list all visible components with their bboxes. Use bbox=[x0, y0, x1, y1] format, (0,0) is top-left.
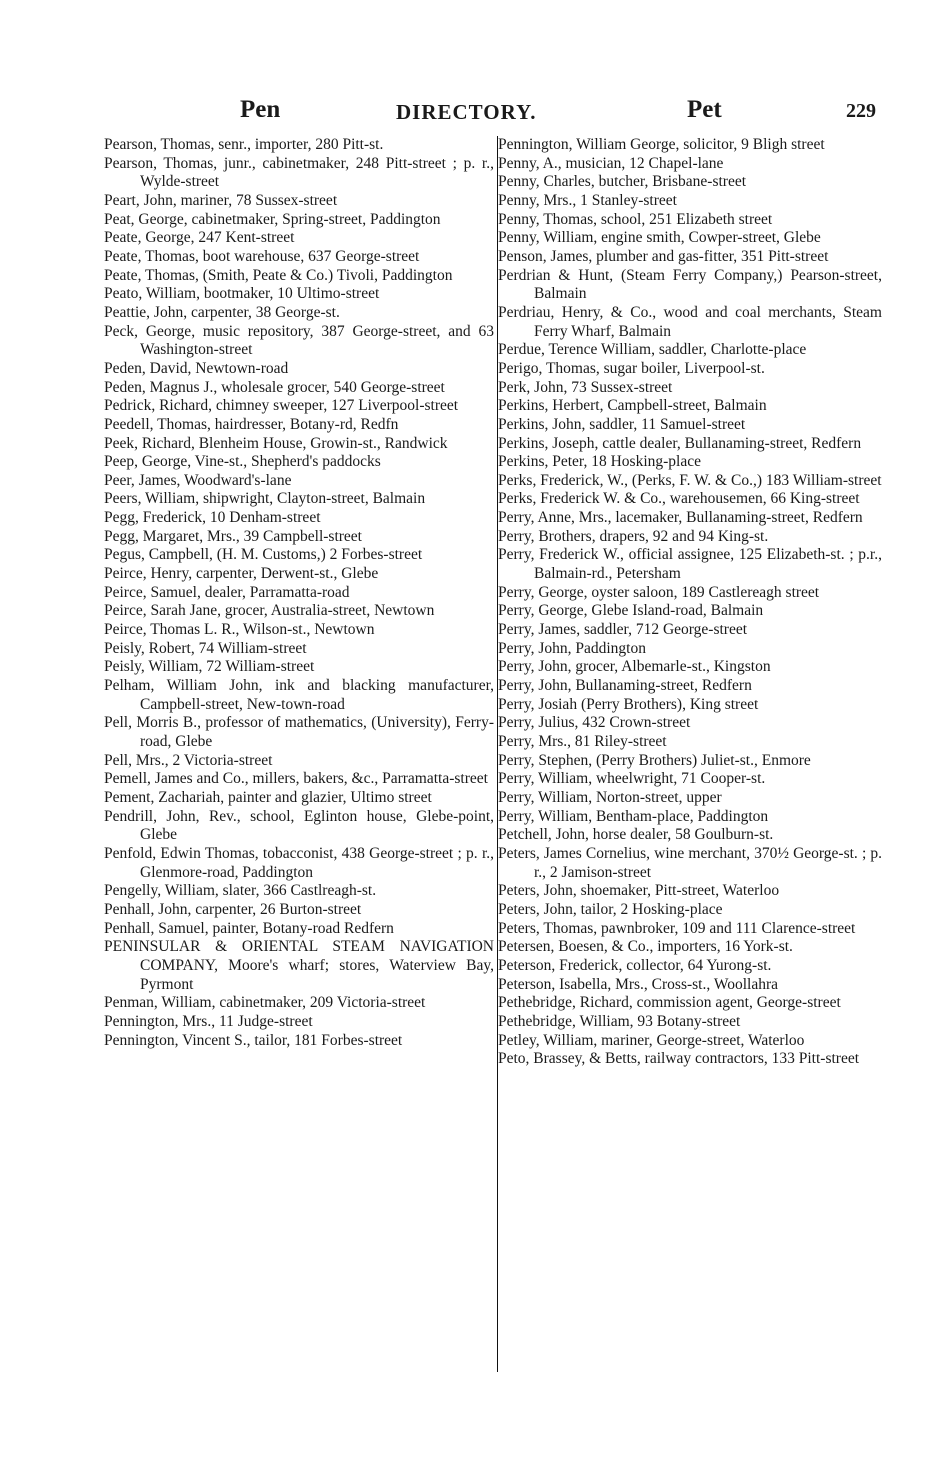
directory-entry: Perry, John, Bullanaming-street, Redfern bbox=[498, 677, 752, 695]
directory-entry: Peirce, Thomas L. R., Wilson-st., Newtown bbox=[104, 621, 375, 639]
directory-entry: Perigo, Thomas, sugar boiler, Liverpool-st. bbox=[498, 359, 765, 377]
directory-entry: Perks, Frederick, W., (Perks, F. W. & Co.,) 183 William-street bbox=[498, 471, 882, 489]
directory-entry: Pendrill, John, Rev., school, Eglinton house, Glebe-point, Glebe bbox=[104, 807, 494, 844]
directory-entry: Pelham, William John, ink and blacking manufacturer, Campbell-street, New-town-road bbox=[104, 677, 494, 713]
directory-entry: Petchell, John, horse dealer, 58 Goulburn-st. bbox=[498, 826, 774, 844]
directory-entry: Peate, Thomas, boot warehouse, 637 George-street bbox=[104, 247, 420, 265]
directory-entry: Penson, James, plumber and gas-fitter, 351 Pitt-street bbox=[498, 247, 829, 265]
page-number: 229 bbox=[846, 100, 876, 122]
directory-entry: Peck, George, music repository, 387 George-street, and 63 Washington-street bbox=[104, 322, 494, 359]
running-header bbox=[100, 96, 892, 130]
directory-entry: Pethebridge, Richard, commission agent, George-street bbox=[498, 994, 841, 1012]
directory-entry: Peden, Magnus J., wholesale grocer, 540 George-street bbox=[104, 378, 445, 396]
directory-entry: Perk, John, 73 Sussex-street bbox=[498, 378, 673, 396]
directory-entry: Pegus, Campbell, (H. M. Customs,) 2 Forbes-street bbox=[104, 546, 423, 564]
directory-entry: Peters, John, tailor, 2 Hosking-place bbox=[498, 900, 723, 918]
directory-entry: Perry, William, Norton-street, upper bbox=[498, 788, 722, 806]
directory-entry: Perkins, Peter, 18 Hosking-place bbox=[498, 453, 701, 471]
header-right-guide-word: Pet bbox=[687, 96, 722, 123]
directory-entry: Peters, John, shoemaker, Pitt-street, Waterloo bbox=[498, 882, 780, 900]
directory-entry: Perry, Stephen, (Perry Brothers) Juliet-st., Enmore bbox=[498, 751, 811, 769]
directory-entry: Penny, A., musician, 12 Chapel-lane bbox=[498, 154, 724, 172]
directory-entry: Pennington, Vincent S., tailor, 181 Forbes-street bbox=[104, 1031, 403, 1049]
directory-entry: Perry, Frederick W., official assignee, 125 Elizabeth-st. ; p.r., Balmain-rd., Petersham bbox=[498, 546, 882, 583]
directory-entry: Pennington, William George, solicitor, 9 Bligh street bbox=[498, 136, 825, 153]
directory-entry: Peden, David, Newtown-road bbox=[104, 359, 289, 377]
directory-entry: Peat, George, cabinetmaker, Spring-street, Paddington bbox=[104, 210, 441, 228]
directory-entry: Pengelly, William, slater, 366 Castlreagh-st. bbox=[104, 882, 377, 900]
header-left-guide-word: Pen bbox=[240, 96, 281, 123]
directory-entry: Peirce, Samuel, dealer, Parramatta-road bbox=[104, 583, 350, 601]
directory-entry: Perry, William, Bentham-place, Paddington bbox=[498, 807, 769, 825]
directory-entry: Perry, George, Glebe Island-road, Balmain bbox=[498, 602, 764, 620]
directory-entry: Peirce, Sarah Jane, grocer, Australia-street, Newtown bbox=[104, 602, 435, 620]
directory-entry: Peters, Thomas, pawnbroker, 109 and 111 Clarence-street bbox=[498, 919, 856, 937]
directory-entry: Penny, Thomas, school, 251 Elizabeth street bbox=[498, 210, 773, 228]
directory-entry: Peart, John, mariner, 78 Sussex-street bbox=[104, 191, 338, 209]
directory-entry: PENINSULAR & ORIENTAL STEAM NAVIGATION COMPANY, Moore's wharf; stores, Waterview Bay, Pyrmont bbox=[104, 938, 494, 993]
directory-entry: Perry, John, grocer, Albemarle-st., Kingston bbox=[498, 658, 771, 676]
directory-entry: Peedell, Thomas, hairdresser, Botany-rd, Redfn bbox=[104, 415, 399, 433]
directory-entry: Pegg, Frederick, 10 Denham-street bbox=[104, 509, 321, 527]
directory-entry: Peep, George, Vine-st., Shepherd's paddocks bbox=[104, 453, 381, 471]
directory-entry: Peate, Thomas, (Smith, Peate & Co.) Tivoli, Paddington bbox=[104, 266, 453, 284]
directory-entry: Peisly, William, 72 William-street bbox=[104, 658, 315, 676]
directory-entry: Peisly, Robert, 74 William-street bbox=[104, 639, 307, 657]
directory-entry: Perdriau, Henry, & Co., wood and coal merchants, Steam Ferry Wharf, Balmain bbox=[498, 303, 882, 340]
directory-entry: Perry, William, wheelwright, 71 Cooper-st. bbox=[498, 770, 766, 788]
directory-entry: Pearson, Thomas, junr., cabinetmaker, 248 Pitt-street ; p. r., Wylde-street bbox=[104, 154, 494, 191]
directory-entry: Perry, Brothers, drapers, 92 and 94 King-st. bbox=[498, 527, 769, 545]
directory-entry: Perks, Frederick W. & Co., warehousemen, 66 King-street bbox=[498, 490, 860, 508]
directory-entry: Peers, William, shipwright, Clayton-street, Balmain bbox=[104, 490, 426, 508]
directory-entry: Peattie, John, carpenter, 38 George-st. bbox=[104, 303, 340, 321]
directory-entry: Perry, Josiah (Perry Brothers), King street bbox=[498, 695, 759, 713]
left-column bbox=[104, 136, 494, 1050]
directory-entry: Peterson, Isabella, Mrs., Cross-st., Woollahra bbox=[498, 975, 779, 993]
directory-entry: Pement, Zachariah, painter and glazier, Ultimo street bbox=[104, 788, 432, 806]
directory-entry: Perkins, Herbert, Campbell-street, Balmain bbox=[498, 397, 767, 415]
directory-entry: Petersen, Boesen, & Co., importers, 16 York-st. bbox=[498, 938, 793, 956]
directory-entry: Peek, Richard, Blenheim House, Growin-st., Randwick bbox=[104, 434, 448, 452]
directory-entry: Penny, William, engine smith, Cowper-street, Glebe bbox=[498, 229, 821, 247]
header-title: DIRECTORY. bbox=[396, 100, 537, 124]
directory-entry: Penny, Mrs., 1 Stanley-street bbox=[498, 191, 677, 209]
directory-entry: Perdue, Terence William, saddler, Charlotte-place bbox=[498, 341, 807, 359]
directory-entry: Peterson, Frederick, collector, 64 Yurong-st. bbox=[498, 956, 772, 974]
directory-entry: Pegg, Margaret, Mrs., 39 Campbell-street bbox=[104, 527, 362, 545]
directory-entry: Penhall, John, carpenter, 26 Burton-street bbox=[104, 900, 362, 918]
right-column bbox=[498, 136, 882, 1069]
directory-entry: Petley, William, mariner, George-street, Waterloo bbox=[498, 1031, 805, 1049]
directory-entry: Perry, Mrs., 81 Riley-street bbox=[498, 733, 667, 750]
directory-entry: Pearson, Thomas, senr., importer, 280 Pitt-st. bbox=[104, 136, 384, 153]
directory-entry: Pemell, James and Co., millers, bakers, &c., Parramatta-street bbox=[104, 770, 488, 788]
directory-entry: Peato, William, bootmaker, 10 Ultimo-street bbox=[104, 285, 380, 303]
directory-entry: Pedrick, Richard, chimney sweeper, 127 Liverpool-street bbox=[104, 397, 459, 415]
directory-entry: Peto, Brassey, & Betts, railway contractors, 133 Pitt-street bbox=[498, 1050, 860, 1068]
directory-entry: Perry, John, Paddington bbox=[498, 639, 646, 657]
directory-entry: Peters, James Cornelius, wine merchant, 370½ George-st. ; p. r., 2 Jamison-street bbox=[498, 844, 882, 881]
directory-entry: Penny, Charles, butcher, Brisbane-street bbox=[498, 173, 747, 191]
directory-entry: Penman, William, cabinetmaker, 209 Victoria-street bbox=[104, 994, 426, 1012]
directory-entry: Perry, George, oyster saloon, 189 Castlereagh street bbox=[498, 583, 820, 601]
directory-entry: Peate, George, 247 Kent-street bbox=[104, 229, 295, 247]
directory-entry: Perdrian & Hunt, (Steam Ferry Company,) Pearson-street, Balmain bbox=[498, 266, 882, 303]
directory-entry: Pell, Morris B., professor of mathematics, (University), Ferry-road, Glebe bbox=[104, 714, 494, 750]
directory-entry: Peer, James, Woodward's-lane bbox=[104, 471, 292, 489]
directory-entry: Peirce, Henry, carpenter, Derwent-st., Glebe bbox=[104, 565, 379, 583]
directory-entry: Perkins, John, saddler, 11 Samuel-street bbox=[498, 415, 746, 433]
directory-entry: Pennington, Mrs., 11 Judge-street bbox=[104, 1012, 313, 1030]
directory-entry: Penhall, Samuel, painter, Botany-road Redfern bbox=[104, 919, 394, 937]
directory-entry: Penfold, Edwin Thomas, tobacconist, 438 George-street ; p. r., Glenmore-road, Paddington bbox=[104, 844, 494, 881]
directory-entry: Pell, Mrs., 2 Victoria-street bbox=[104, 751, 273, 769]
directory-entry: Perry, Anne, Mrs., lacemaker, Bullanaming-street, Redfern bbox=[498, 509, 863, 527]
directory-entry: Perry, James, saddler, 712 George-street bbox=[498, 621, 748, 639]
directory-entry: Pethebridge, William, 93 Botany-street bbox=[498, 1012, 741, 1030]
directory-entry: Perkins, Joseph, cattle dealer, Bullanaming-street, Redfern bbox=[498, 434, 862, 452]
directory-entry: Perry, Julius, 432 Crown-street bbox=[498, 714, 691, 732]
